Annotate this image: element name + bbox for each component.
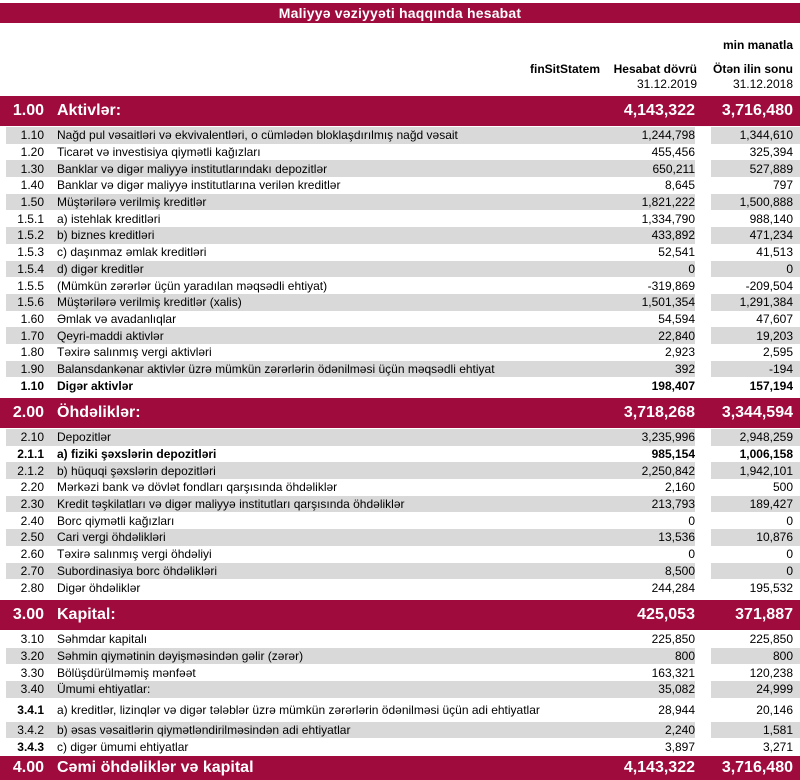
row-label: Qeyri-maddi aktivlər	[57, 327, 583, 344]
row-number: 1.80	[20, 345, 44, 360]
column-spacer	[695, 664, 711, 681]
row-label: Subordinasiya borc öhdəlikləri	[57, 563, 583, 580]
table-row	[0, 227, 800, 244]
row-label: b) əsas vəsaitlərin qiymətləndirilməsindən adi ehtiyatlar	[57, 722, 583, 739]
table-row	[0, 261, 800, 278]
row-label: Depozitlər	[57, 429, 583, 446]
row-value-previous: 10,876	[711, 529, 793, 546]
row-number: 1.20	[20, 145, 44, 160]
table-row	[0, 177, 800, 194]
column-spacer	[695, 361, 711, 378]
table-row	[0, 377, 800, 394]
row-value-current: 2,923	[664, 345, 695, 360]
table-row	[0, 648, 800, 665]
row-number: 2.40	[20, 513, 44, 528]
section-value-previous: 371,887	[735, 605, 793, 623]
row-label: a) fiziki şəxslərin depozitləri	[57, 447, 217, 462]
row-value-current: 213,793	[583, 496, 695, 513]
column-spacer	[695, 311, 711, 328]
column-spacer	[695, 738, 711, 755]
row-number: 3.20	[6, 648, 44, 665]
row-number: 2.80	[20, 580, 44, 595]
row-value-previous: 325,394	[749, 145, 793, 160]
row-value-current: 163,321	[651, 665, 695, 680]
table-row	[0, 479, 800, 496]
table-row	[0, 244, 800, 261]
table-row	[0, 210, 800, 227]
row-number: 2.60	[20, 547, 44, 562]
row-value-previous: -209,504	[745, 278, 793, 293]
table-row	[0, 722, 800, 739]
row-label: Digər öhdəliklər	[57, 580, 141, 595]
table-row	[0, 631, 800, 648]
table-row	[0, 344, 800, 361]
row-value-current: 198,407	[651, 378, 695, 393]
column-spacer	[695, 722, 711, 739]
row-value-previous: 1,291,384	[711, 294, 793, 311]
table-row	[0, 160, 800, 177]
section-number: 3.00	[12, 605, 44, 623]
row-value-previous: 195,532	[749, 580, 793, 595]
section-banner-row	[0, 96, 800, 126]
row-number: 1.30	[6, 160, 44, 177]
row-number: 1.5.6	[6, 294, 44, 311]
row-number: 3.4.1	[17, 702, 44, 717]
row-label: Mərkəzi bank və dövlət fondları qarşısında öhdəliklər	[57, 480, 338, 495]
table-row	[0, 546, 800, 563]
row-value-previous: 527,889	[711, 160, 793, 177]
row-value-previous: 120,238	[749, 665, 793, 680]
column-header-label: finSitStatem	[529, 62, 600, 76]
table-row	[0, 698, 800, 722]
row-label: Nağd pul vəsaitləri və ekvivalentləri, o cümlədən bloklaşdırılmış nağd vəsait	[57, 127, 583, 144]
row-label: Müştərilərə verilmiş kreditlər	[57, 194, 583, 211]
row-value-current: 35,082	[583, 681, 695, 698]
row-value-current: 650,211	[583, 160, 695, 177]
row-number: 2.1.2	[6, 462, 44, 479]
column-spacer	[695, 294, 711, 311]
row-value-current: 433,892	[583, 227, 695, 244]
row-value-previous: 225,850	[749, 632, 793, 647]
column-spacer	[695, 177, 711, 194]
row-value-current: 0	[688, 547, 695, 562]
row-value-current: 3,235,996	[583, 429, 695, 446]
row-value-current: 54,594	[658, 311, 695, 326]
column-header-current-period: Hesabat dövrü	[613, 62, 697, 76]
column-spacer	[695, 244, 711, 261]
row-value-current: 2,160	[664, 480, 695, 495]
row-label: Digər aktivlər	[57, 378, 134, 393]
section-value-current: 4,143,322	[623, 759, 695, 776]
row-number: 1.5.1	[17, 211, 44, 226]
row-value-previous: 47,607	[756, 311, 793, 326]
row-label: Kredit təşkilatları və digər maliyyə institutları qarşısında öhdəliklər	[57, 496, 583, 513]
row-label: a) kreditlər, lizinqlər və digər tələblər üzrə mümkün zərərlərin ödənilməsi üçün adi ehtiyatlar	[57, 702, 540, 717]
row-value-previous: 41,513	[756, 245, 793, 260]
column-spacer	[695, 377, 711, 394]
row-value-current: 8,645	[664, 178, 695, 193]
row-label: a) istehlak kreditləri	[57, 211, 161, 226]
section-banner-row	[0, 600, 800, 630]
row-value-current: 985,154	[651, 447, 695, 462]
table-row	[0, 563, 800, 580]
column-date-row	[0, 77, 800, 92]
row-label: Borc qiymətli kağızları	[57, 513, 175, 528]
row-label: Təxirə salınmış vergi öhdəliyi	[57, 547, 212, 562]
row-value-current: 0	[583, 261, 695, 278]
column-header-previous-period: Ötən ilin sonu	[713, 62, 793, 76]
column-spacer	[695, 648, 711, 665]
table-row	[0, 294, 800, 311]
table-row	[0, 496, 800, 513]
table-row	[0, 512, 800, 529]
row-value-current: 455,456	[651, 145, 695, 160]
column-spacer	[695, 127, 711, 144]
row-number: 1.5.2	[6, 227, 44, 244]
row-label: Səhmin qiymətinin dəyişməsindən gəlir (zərər)	[57, 648, 583, 665]
row-value-previous: 157,194	[749, 378, 793, 393]
row-label: (Mümkün zərərlər üçün yaradılan məqsədli ehtiyat)	[57, 278, 328, 293]
row-number: 1.10	[6, 127, 44, 144]
row-number: 3.40	[6, 681, 44, 698]
row-value-current: 800	[583, 648, 695, 665]
column-spacer	[695, 261, 711, 278]
row-label: Səhmdar kapitalı	[57, 632, 148, 647]
row-value-previous: 0	[786, 547, 793, 562]
table-row	[0, 579, 800, 596]
row-value-previous: 1,500,888	[711, 194, 793, 211]
section-value-previous: 3,716,480	[721, 759, 793, 776]
row-value-previous: 1,344,610	[711, 127, 793, 144]
table-row	[0, 277, 800, 294]
row-number: 2.10	[6, 429, 44, 446]
row-label: c) digər ümumi ehtiyatlar	[57, 739, 189, 754]
column-spacer	[695, 496, 711, 513]
column-spacer	[695, 563, 711, 580]
row-number: 1.60	[20, 311, 44, 326]
row-value-previous: 471,234	[711, 227, 793, 244]
row-value-previous: 3,271	[762, 739, 793, 754]
row-value-current: 3,897	[664, 739, 695, 754]
row-number: 1.5.4	[6, 261, 44, 278]
column-header-row	[0, 62, 800, 77]
row-label: Cari vergi öhdəlikləri	[57, 529, 583, 546]
table-row	[0, 664, 800, 681]
row-number: 2.50	[6, 529, 44, 546]
row-value-current: 392	[583, 361, 695, 378]
row-value-current: 244,284	[651, 580, 695, 595]
table-row	[0, 681, 800, 698]
total-banner-row	[0, 756, 800, 780]
column-spacer	[695, 277, 711, 294]
section-value-previous: 3,344,594	[721, 404, 793, 421]
row-number: 2.70	[6, 563, 44, 580]
row-number: 1.50	[6, 194, 44, 211]
row-value-current: -319,869	[647, 278, 695, 293]
column-spacer	[695, 344, 711, 361]
column-spacer	[695, 227, 711, 244]
row-value-current: 28,944	[658, 702, 695, 717]
column-spacer	[695, 512, 711, 529]
row-label: Banklar və digər maliyyə institutlarındakı depozitlər	[57, 160, 583, 177]
row-value-current: 2,250,842	[583, 462, 695, 479]
row-label: Ümumi ehtiyatlar:	[57, 681, 583, 698]
column-spacer	[695, 546, 711, 563]
current-period-date: 31.12.2019	[636, 77, 697, 91]
column-spacer	[695, 479, 711, 496]
table-row	[0, 144, 800, 161]
section-banner-row	[0, 398, 800, 428]
row-value-previous: 2,948,259	[711, 429, 793, 446]
table-row	[0, 194, 800, 211]
row-value-previous: 1,006,158	[739, 447, 793, 462]
column-spacer	[695, 194, 711, 211]
row-value-previous: -194	[711, 361, 793, 378]
row-label: Balansdankənar aktivlər üzrə mümkün zərərlərin ödənilməsi üçün məqsədli ehtiyat	[57, 361, 583, 378]
column-spacer	[695, 144, 711, 161]
row-label: Bölüşdürülməmiş mənfəət	[57, 665, 196, 680]
column-spacer	[695, 698, 711, 722]
row-value-previous: 0	[711, 261, 793, 278]
row-number: 1.40	[20, 178, 44, 193]
row-value-previous: 20,146	[756, 702, 793, 717]
row-number: 1.5.3	[17, 245, 44, 260]
row-value-previous: 24,999	[711, 681, 793, 698]
section-value-current: 4,143,322	[623, 102, 695, 119]
row-number: 1.5.5	[17, 278, 44, 293]
row-value-previous: 988,140	[749, 211, 793, 226]
row-value-previous: 800	[711, 648, 793, 665]
row-number: 3.30	[20, 665, 44, 680]
row-value-previous: 0	[786, 513, 793, 528]
row-label: Təxirə salınmış vergi aktivləri	[57, 345, 212, 360]
statement-table	[0, 96, 800, 780]
row-value-current: 13,536	[583, 529, 695, 546]
column-spacer	[695, 327, 711, 344]
row-number: 2.20	[20, 480, 44, 495]
section-value-current: 3,718,268	[623, 404, 695, 421]
report-title: Maliyyə vəziyyəti haqqında hesabat	[278, 5, 522, 21]
row-value-current: 8,500	[583, 563, 695, 580]
report-title-banner	[0, 3, 800, 23]
table-row	[0, 311, 800, 328]
unit-note: min manatla	[722, 38, 793, 52]
row-value-previous: 189,427	[711, 496, 793, 513]
row-value-previous: 19,203	[711, 327, 793, 344]
row-value-previous: 2,595	[762, 345, 793, 360]
section-label: Cəmi öhdəliklər və kapital	[57, 759, 254, 776]
row-label: b) biznes kreditləri	[57, 227, 583, 244]
row-value-current: 22,840	[583, 327, 695, 344]
column-spacer	[695, 579, 711, 596]
row-label: b) hüquqi şəxslərin depozitləri	[57, 462, 583, 479]
row-label: Ticarət və investisiya qiymətli kağızları	[57, 145, 261, 160]
row-value-current: 1,501,354	[583, 294, 695, 311]
row-value-current: 0	[688, 513, 695, 528]
row-number: 2.1.1	[17, 447, 44, 462]
row-number: 1.10	[20, 378, 44, 393]
table-row	[0, 529, 800, 546]
row-value-current: 1,821,222	[583, 194, 695, 211]
table-row	[0, 127, 800, 144]
row-value-current: 2,240	[583, 722, 695, 739]
column-spacer	[695, 446, 711, 463]
row-label: Əmlak və avadanlıqlar	[57, 311, 177, 326]
row-value-current: 1,334,790	[641, 211, 695, 226]
financial-statement-report	[0, 3, 800, 780]
section-label: Öhdəliklər:	[57, 404, 141, 421]
row-number: 1.90	[6, 361, 44, 378]
row-label: Müştərilərə verilmiş kreditlər (xalis)	[57, 294, 583, 311]
section-number: 2.00	[12, 404, 44, 421]
row-value-current: 52,541	[658, 245, 695, 260]
section-label: Kapital:	[57, 605, 116, 623]
column-spacer	[695, 160, 711, 177]
row-value-previous: 0	[711, 563, 793, 580]
row-value-current: 225,850	[651, 632, 695, 647]
row-label: Banklar və digər maliyyə institutlarına verilən kreditlər	[57, 178, 341, 193]
table-row	[0, 446, 800, 463]
section-label: Aktivlər:	[57, 102, 122, 119]
section-value-current: 425,053	[637, 605, 695, 623]
table-row	[0, 429, 800, 446]
section-value-previous: 3,716,480	[721, 102, 793, 119]
table-row	[0, 327, 800, 344]
row-number: 1.70	[6, 327, 44, 344]
column-spacer	[695, 529, 711, 546]
row-value-previous: 500	[772, 480, 793, 495]
row-number: 3.4.2	[6, 722, 44, 739]
table-row	[0, 361, 800, 378]
row-value-current: 1,244,798	[583, 127, 695, 144]
table-row	[0, 462, 800, 479]
column-spacer	[695, 681, 711, 698]
column-spacer	[695, 462, 711, 479]
column-spacer	[695, 429, 711, 446]
previous-period-date: 31.12.2018	[732, 77, 793, 91]
row-label: c) daşınmaz əmlak kreditləri	[57, 245, 207, 260]
section-number: 1.00	[12, 102, 44, 119]
section-number: 4.00	[12, 759, 44, 776]
row-value-previous: 797	[772, 178, 793, 193]
row-number: 2.30	[6, 496, 44, 513]
row-value-previous: 1,581	[711, 722, 793, 739]
row-value-previous: 1,942,101	[711, 462, 793, 479]
table-row	[0, 738, 800, 755]
row-number: 3.10	[20, 632, 44, 647]
column-spacer	[695, 631, 711, 648]
row-number: 3.4.3	[17, 739, 44, 754]
row-label: d) digər kreditlər	[57, 261, 583, 278]
column-spacer	[695, 210, 711, 227]
